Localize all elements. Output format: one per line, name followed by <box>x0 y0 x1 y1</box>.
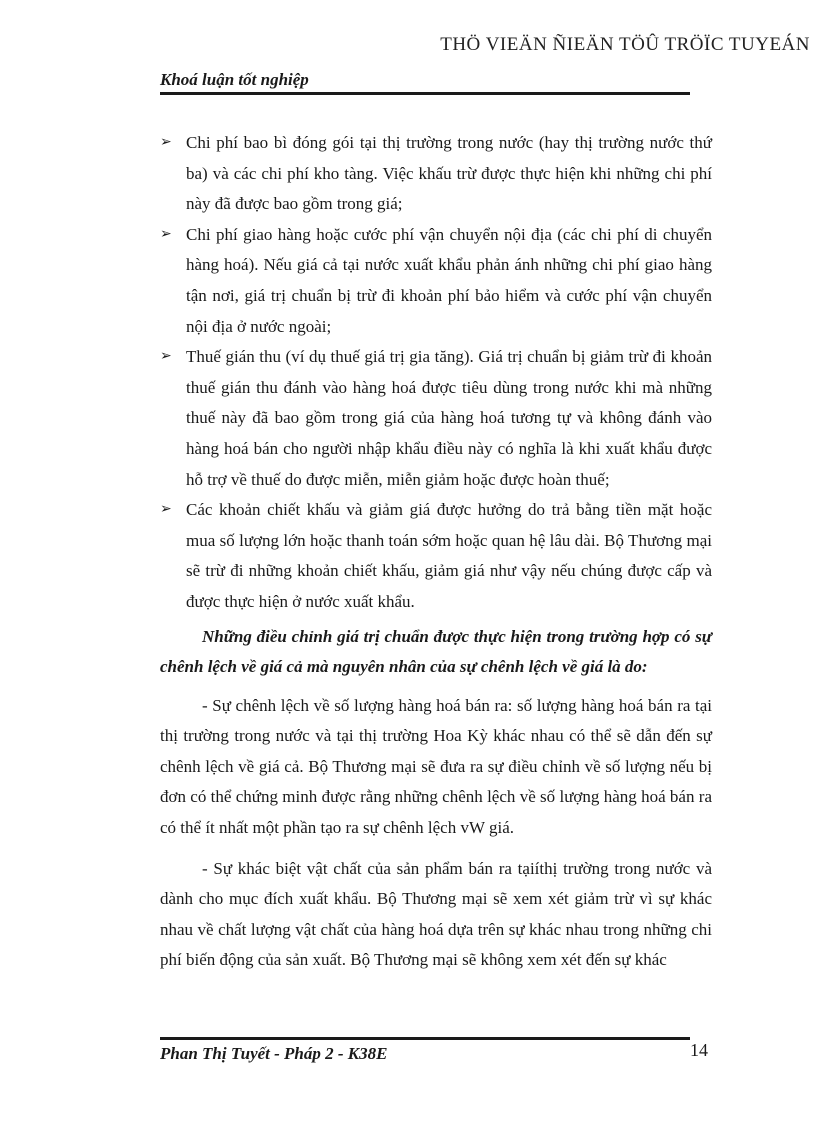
arrow-bullet-icon: ➢ <box>160 226 172 242</box>
bullet-item <box>160 220 712 342</box>
bullet-item <box>160 128 712 220</box>
bullet-text: Chi phí bao bì đóng gói tại thị trường trong nước (hay thị trường nước thứ ba) và các chi phí kho tàng. Việc khấu trừ được thực hiện khi những chi phí này đã được bao gồm trong giá; <box>186 133 712 214</box>
bullet-item <box>160 495 712 617</box>
emphasis-heading: Những điều chỉnh giá trị chuẩn được thực hiện trong trường hợp có sự chênh lệch về giá cả mà nguyên nhân của sự chênh lệch về giá là do: <box>160 626 712 677</box>
running-title: Khoá luận tốt nghiệp <box>160 70 309 89</box>
bullet-item <box>160 342 712 495</box>
footer-author: Phan Thị Tuyết - Pháp 2 - K38E <box>160 1044 388 1063</box>
bullet-text: Thuế gián thu (ví dụ thuế giá trị gia tăng). Giá trị chuẩn bị giảm trừ đi khoản thuế gián thu đánh vào hàng hoá được tiêu dùng trong nước khi mà những thuế này đã bao gồm trong giá của hàng hoá tương tự và không đánh vào hàng hoá bán cho người nhập khẩu điều này có nghĩa là khi xuất khẩu được hỗ trợ về thuế do được miễn, miễn giảm hoặc được hoàn thuế; <box>186 347 712 489</box>
body-paragraph: - Sự chênh lệch về số lượng hàng hoá bán ra: số lượng hàng hoá bán ra tại thị trường trong nước và tại thị trường Hoa Kỳ khác nhau có thể sẽ dẫn đến sự chênh lệch về giá cả. Bộ Thương mại sẽ đưa ra sự điều chỉnh về số lượng nếu bị đơn có thể chứng minh được rằng những chênh lệch về số lượng hàng hoá bán ra có thể ít nhất một phần tạo ra sự chênh lệch vW giá. <box>160 695 712 838</box>
header-rule <box>160 92 690 95</box>
page-number: 14 <box>690 1040 708 1060</box>
site-banner: THÖ VIEÄN ÑIEÄN TÖÛ TRÖÏC TUYEÁN <box>440 34 810 55</box>
arrow-bullet-icon: ➢ <box>160 349 172 365</box>
arrow-bullet-icon: ➢ <box>160 135 172 150</box>
body-paragraph: - Sự khác biệt vật chất của sản phẩm bán ra tạiíthị trường trong nước và dành cho mục đích xuất khẩu. Bộ Thương mại sẽ xem xét giảm trừ vì sự khác nhau về chất lượng vật chất của hàng hoá dựa trên sự khác nhau trong những chi phí biến động của sản xuất. Bộ Thương mại sẽ không xem xét đến sự khác <box>160 858 712 970</box>
footer-rule <box>160 1037 690 1040</box>
body-text <box>160 128 712 976</box>
bullet-text: Chi phí giao hàng hoặc cước phí vận chuyển nội địa (các chi phí di chuyển hàng hoá). Nếu giá cả tại nước xuất khẩu phản ánh những chi phí giao hàng tận nơi, giá trị chuẩn bị trừ đi khoản phí bảo hiểm và cước phí vận chuyển nội địa ở nước ngoài; <box>186 224 712 336</box>
arrow-bullet-icon: ➢ <box>160 502 172 518</box>
bullet-text: Các khoản chiết khấu và giảm giá được hưởng do trả bằng tiền mặt hoặc mua số lượng lớn hoặc thanh toán sớm hoặc quan hệ lâu dài. Bộ Thương mại sẽ trừ đi những khoản chiết khấu, giảm giá như vậy nếu chúng được cấp và được thực hiện ở nước xuất khẩu. <box>186 500 712 611</box>
